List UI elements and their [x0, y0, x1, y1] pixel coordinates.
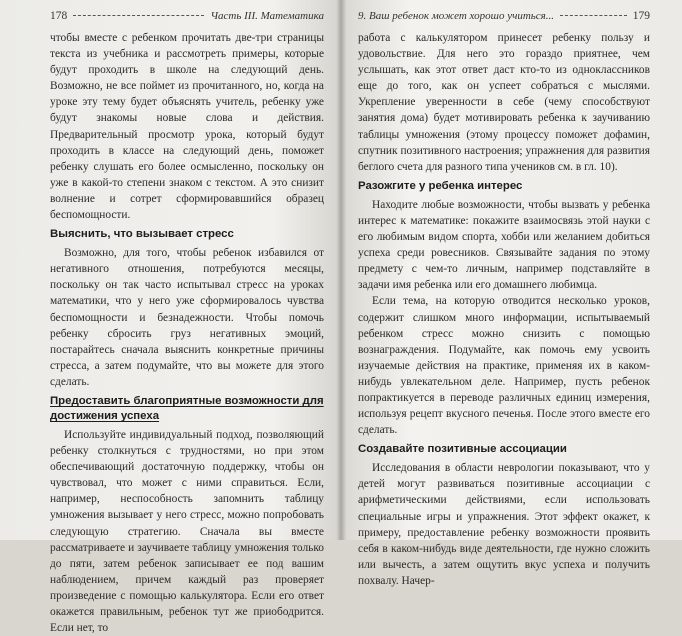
- running-head: Часть III. Математика: [210, 10, 324, 22]
- paragraph: работа с калькулятором принесет ребенку пользу и удовольствие. Для него это гораздо приятнее, чем услышать, как этот ответ даст кто-то из одноклассников еще до того, как он успеет собраться с мыслями. Укрепление уверенности в себе (чему способствуют занятия дома) будет мотивировать ребенка к заучиванию таблицы умножения (этому процессу поможет дофамин, спутник позитивного настроения; упражнения для развития беглого счета для разного типа учеников см. в гл. 10).: [358, 32, 650, 173]
- running-head: 9. Ваш ребенок может хорошо учиться...: [358, 10, 555, 22]
- section-heading: Предоставить благоприятные возможности для достижения успеха: [50, 394, 324, 422]
- paragraph: чтобы вместе с ребенком прочитать две-три страницы текста из учебника и рассмотреть примеры, которые будут проходить в школе на следующий день. Возможно, не все поймет из прочитанного, но, когда на уроке эту тему будет объяснять учитель, ребенку уже будут знакомы новые слова и действия. Предварительный просмотр урока, который будут проходить в классе на следующий день, поможет ребенку слушать его более осмысленно, поскольку он уже в какой-то степени знаком с текстом. А это снизит волнение и сотрет сформировавшийся образец беспомощности.: [50, 32, 324, 222]
- page-number: 178: [50, 10, 68, 22]
- paragraph: Возможно, для того, чтобы ребенок избавился от негативного отношения, потребуются месяцы, поскольку он так часто испытывал стресс на уроках математики, что у него уже сформировалось чувства беспомощности и безнадежности. Чтобы помочь ребенку сбросить груз негативных эмоций, постарайтесь сначала выяснить конкретные причины стресса, а затем подумайте, что вы можете для этого сделать.: [50, 247, 324, 388]
- right-page: [342, 0, 682, 587]
- page-number: 179: [632, 10, 650, 22]
- paragraph: Используйте индивидуальный подход, позволяющий ребенку столкнуться с трудностями, но при этом обеспечивающий достаточную поддержку, чтобы он чувствовал, что может с ними справиться. Если, например, неспособность запомнить таблицу умножения вызывает у него стресс, можно попробовать следующую стратегию. Сначала вы вместе рассматриваете и заучиваете таблицу умножения только до пяти, затем ребенок записывает ее под вашим наблюдением, причем каждый раз проверяет произведение с помощью калькулятора. Если его ответ окажется правильным, ребенок тут же приободрится. Если нет, то: [50, 428, 324, 635]
- section-heading: Создавайте позитивные ассоциации: [358, 443, 567, 456]
- header-rule: [73, 15, 204, 16]
- section-heading: Выяснить, что вызывает стресс: [50, 228, 234, 241]
- left-page-header: [50, 10, 324, 28]
- right-page-text: [358, 30, 650, 589]
- section-heading: Разожгите у ребенка интерес: [358, 179, 523, 192]
- left-page-text: [50, 30, 324, 636]
- paragraph: Если тема, на которую отводится несколько уроков, содержит слишком много информации, испытываемый ребенком стресс можно снизить с помощью вознаграждения. Подумайте, как помочь ему усвоить изучаемые действия на практике, применяя их в каком-нибудь увлекательном деле. Например, пусть ребенок попрактикуется в переводе различных единиц измерения, используя рецепт вкусного печенья. После этого вместе его сделать.: [358, 295, 650, 437]
- header-rule: [560, 15, 627, 16]
- right-page-header: [358, 10, 650, 28]
- paragraph: Находите любые возможности, чтобы вызвать у ребенка интерес к математике: покажите взаимосвязь этой науки с его любимым видом спорта, хобби или желанием добиться успеха среди ровесников. Связывайте задания по этому предмету с чем-то личным, например подставляйте в задачи имя ребенка или его домашнего любимца.: [358, 198, 650, 292]
- paragraph: Исследования в области неврологии показывают, что у детей могут развиваться позитивные ассоциации с арифметическими действиями, если использовать специальные игры и упражнения. Этот эффект окажет, к примеру, предоставление ребенку возможности проявить себя в каком-нибудь виде деятельности, где нужно сложить или вычесть, а затем ощутить вкус успеха и получить похвалу. Начер-: [358, 462, 650, 587]
